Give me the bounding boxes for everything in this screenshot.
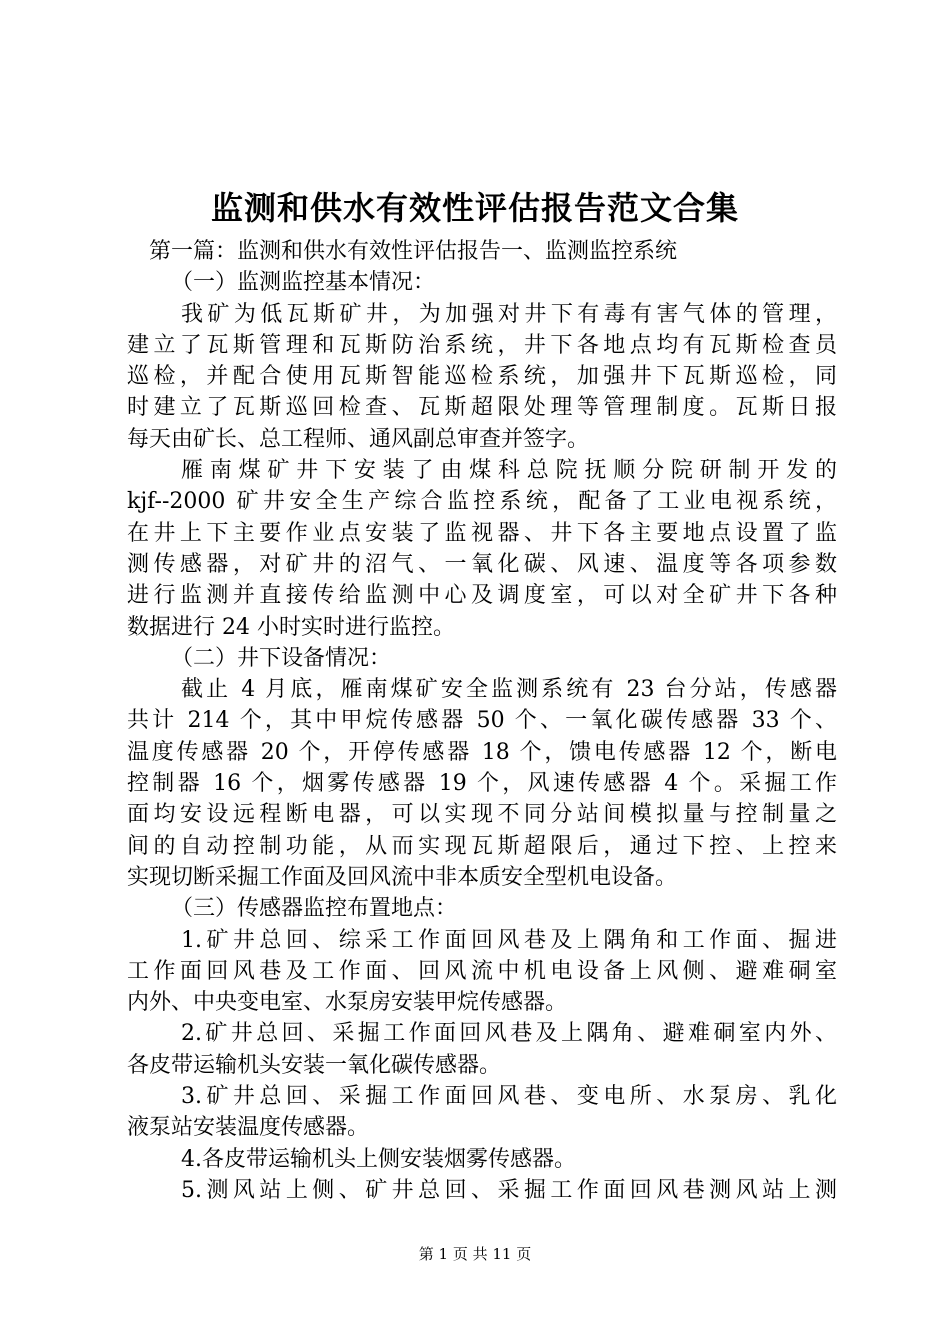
body-line: 建立了瓦斯管理和瓦斯防治系统，井下各地点均有瓦斯检查员	[127, 332, 837, 358]
body-line: 每天由矿长、总工程师、通风副总审查并签字。	[127, 426, 590, 452]
body-line: 雁南煤矿井下安装了由煤科总院抚顺分院研制开发的	[181, 458, 837, 484]
list-item: 3.矿井总回、采掘工作面回风巷、变电所、水泵房、乳化	[181, 1084, 837, 1110]
section-heading: （一）监测监控基本情况：	[171, 270, 436, 296]
body-line: kjf--2000 矿井安全生产综合监控系统，配备了工业电视系统，	[127, 489, 837, 515]
body-line: 截止 4 月底，雁南煤矿安全监测系统有 23 台分站，传感器	[181, 677, 837, 703]
body-line: 控制器 16 个，烟雾传感器 19 个，风速传感器 4 个。采掘工作	[127, 771, 837, 797]
body-line: 巡检，并配合使用瓦斯智能巡检系统，加强井下瓦斯巡检，同	[127, 364, 837, 390]
page-number-footer: 第 1 页 共 11 页	[418, 1245, 532, 1263]
body-line: 内外、中央变电室、水泵房安装甲烷传感器。	[127, 990, 568, 1016]
body-line: 工作面回风巷及工作面、回风流中机电设备上风侧、避难硐室	[127, 958, 837, 984]
body-line: 间的自动控制功能，从而实现瓦斯超限后，通过下控、上控来	[127, 833, 837, 859]
body-line: 我矿为低瓦斯矿井，为加强对井下有毒有害气体的管理，	[181, 301, 837, 327]
list-item: 4.各皮带运输机头上侧安装烟雾传感器。	[181, 1146, 576, 1172]
section-heading: （三）传感器监控布置地点：	[171, 896, 458, 922]
body-line: 各皮带运输机头安装一氧化碳传感器。	[127, 1052, 502, 1078]
list-item: 1.矿井总回、综采工作面回风巷及上隅角和工作面、掘进	[181, 927, 837, 953]
list-item: 5.测风站上侧、矿井总回、采掘工作面回风巷测风站上测	[181, 1177, 837, 1203]
body-line: 共计 214 个，其中甲烷传感器 50 个、一氧化碳传感器 33 个、	[127, 708, 837, 734]
body-line: 面均安设远程断电器，可以实现不同分站间模拟量与控制量之	[127, 802, 837, 828]
section-heading: （二）井下设备情况：	[171, 645, 392, 671]
body-line: 温度传感器 20 个，开停传感器 18 个，馈电传感器 12 个，断电	[127, 739, 837, 765]
body-line: 第一篇：监测和供水有效性评估报告一、监测监控系统	[149, 239, 678, 264]
body-line: 在井上下主要作业点安装了监视器、井下各主要地点设置了监	[127, 520, 837, 546]
body-line: 实现切断采掘工作面及回风流中非本质安全型机电设备。	[127, 864, 678, 890]
document-body	[127, 236, 837, 1206]
body-line: 时建立了瓦斯巡回检查、瓦斯超限处理等管理制度。瓦斯日报	[127, 395, 837, 421]
body-line: 进行监测并直接传给监测中心及调度室，可以对全矿井下各种	[127, 583, 837, 609]
body-line: 液泵站安装温度传感器。	[127, 1115, 370, 1141]
list-item: 2.矿井总回、采掘工作面回风巷及上隅角、避难硐室内外、	[181, 1021, 837, 1047]
body-line: 数据进行 24 小时实时进行监控。	[127, 614, 455, 640]
document-title: 监测和供水有效性评估报告范文合集	[210, 189, 739, 227]
body-line: 测传感器，对矿井的沼气、一氧化碳、风速、温度等各项参数	[127, 551, 837, 577]
